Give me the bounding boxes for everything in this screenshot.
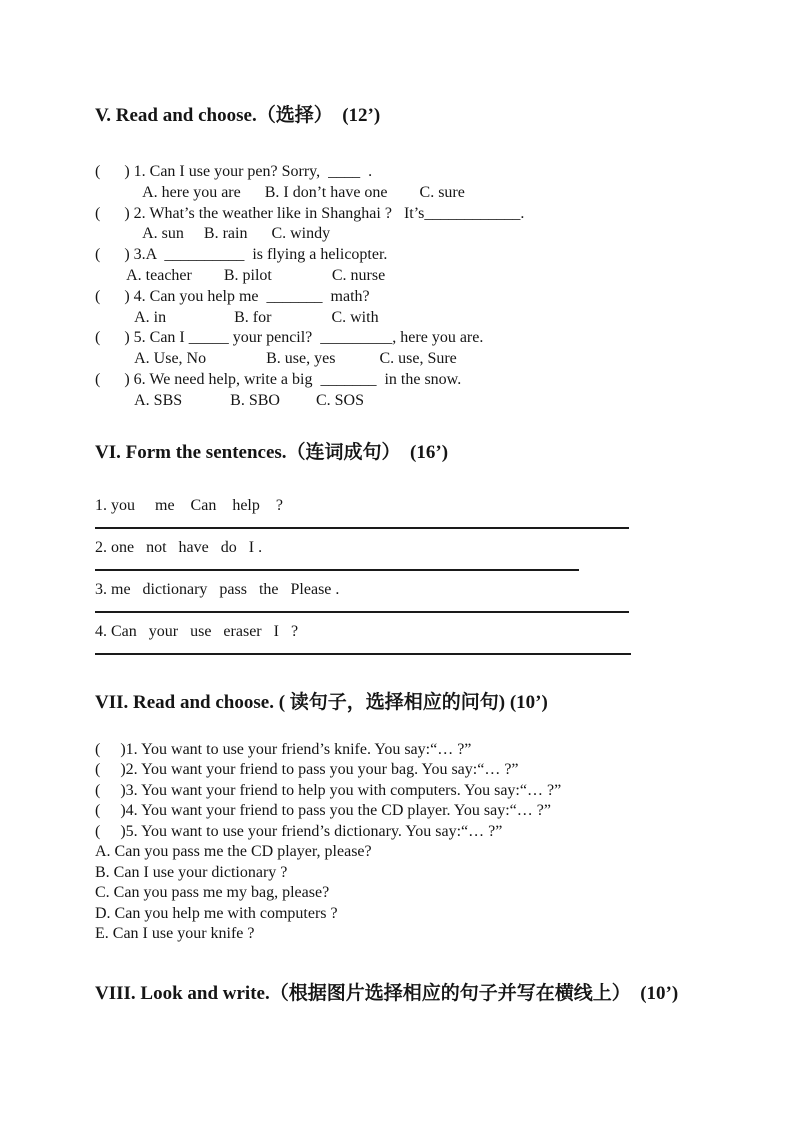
section-vii-title: VII. Read and choose. ( 读句子，选择相应的问句) (10’) — [95, 691, 548, 713]
mc-question-line-6: ( ) 6. We need help, write a big _______ in the snow. — [95, 370, 462, 388]
prompt-line-1: ( )1. You want to use your friend’s knife. You say:“… ?” — [95, 740, 472, 758]
prompt-line-2: ( )2. You want your friend to pass you your bag. You say:“… ?” — [95, 761, 519, 779]
section-viii — [95, 983, 738, 1005]
choice-line-a: A. Can you pass me the CD player, please? — [95, 843, 372, 861]
answer-writing-line-2 — [95, 569, 579, 571]
mc-question-line-2: ( ) 2. What’s the weather like in Shanghai ? It’s____________. — [95, 204, 525, 222]
section-vi-title: VI. Form the sentences.（连词成句） (16’) — [95, 441, 449, 463]
mc-question-line-1: ( ) 1. Can I use your pen? Sorry, ____ . — [95, 163, 373, 180]
mc-options-line-1: A. here you are B. I don’t have one C. sure — [95, 183, 465, 201]
mc-question-line-3: ( ) 3.A __________ is flying a helicopter. — [95, 246, 388, 264]
prompt-line-5: ( )5. You want to use your friend’s dictionary. You say:“… ?” — [95, 822, 503, 840]
mc-question-line-4: ( ) 4. Can you help me _______ math? — [95, 287, 370, 305]
section-v-title: V. Read and choose.（选择） (12’) — [95, 105, 381, 126]
mc-options-line-5: A. Use, No B. use, yes C. use, Sure — [95, 350, 457, 368]
section-viii-title: VIII. Look and write.（根据图片选择相应的句子并写在横线上） (10’) — [95, 982, 679, 1004]
mc-question-line-5: ( ) 5. Can I _____ your pencil? _________, here you are. — [95, 329, 484, 347]
scramble-item-3: 3. me dictionary pass the Please . — [95, 580, 340, 598]
section-v-questions — [95, 162, 738, 412]
answer-writing-line-4 — [95, 653, 631, 655]
choice-line-c: C. Can you pass me my bag, please? — [95, 884, 330, 902]
choice-line-b: B. Can I use your dictionary ? — [95, 863, 288, 881]
scramble-item-4: 4. Can your use eraser I ? — [95, 622, 299, 640]
section-v — [95, 105, 738, 412]
answer-writing-line-3 — [95, 611, 629, 613]
scramble-item-2: 2. one not have do I . — [95, 538, 263, 556]
mc-options-line-2: A. sun B. rain C. windy — [95, 225, 331, 243]
section-vii-list — [95, 740, 738, 945]
prompt-line-4: ( )4. You want your friend to pass you the CD player. You say:“… ?” — [95, 802, 551, 820]
choice-line-e: E. Can I use your knife ? — [95, 925, 255, 943]
section-vi-items — [95, 495, 738, 655]
section-vi — [95, 442, 738, 655]
choice-line-d: D. Can you help me with computers ? — [95, 904, 338, 922]
prompt-line-3: ( )3. You want your friend to help you with computers. You say:“… ?” — [95, 781, 562, 799]
mc-options-line-6: A. SBS B. SBO C. SOS — [95, 391, 364, 409]
scramble-item-1: 1. you me Can help ? — [95, 496, 283, 514]
mc-options-line-4: A. in B. for C. with — [95, 308, 379, 326]
section-vii — [95, 692, 738, 945]
answer-writing-line-1 — [95, 527, 629, 529]
mc-options-line-3: A. teacher B. pilot C. nurse — [95, 266, 386, 284]
